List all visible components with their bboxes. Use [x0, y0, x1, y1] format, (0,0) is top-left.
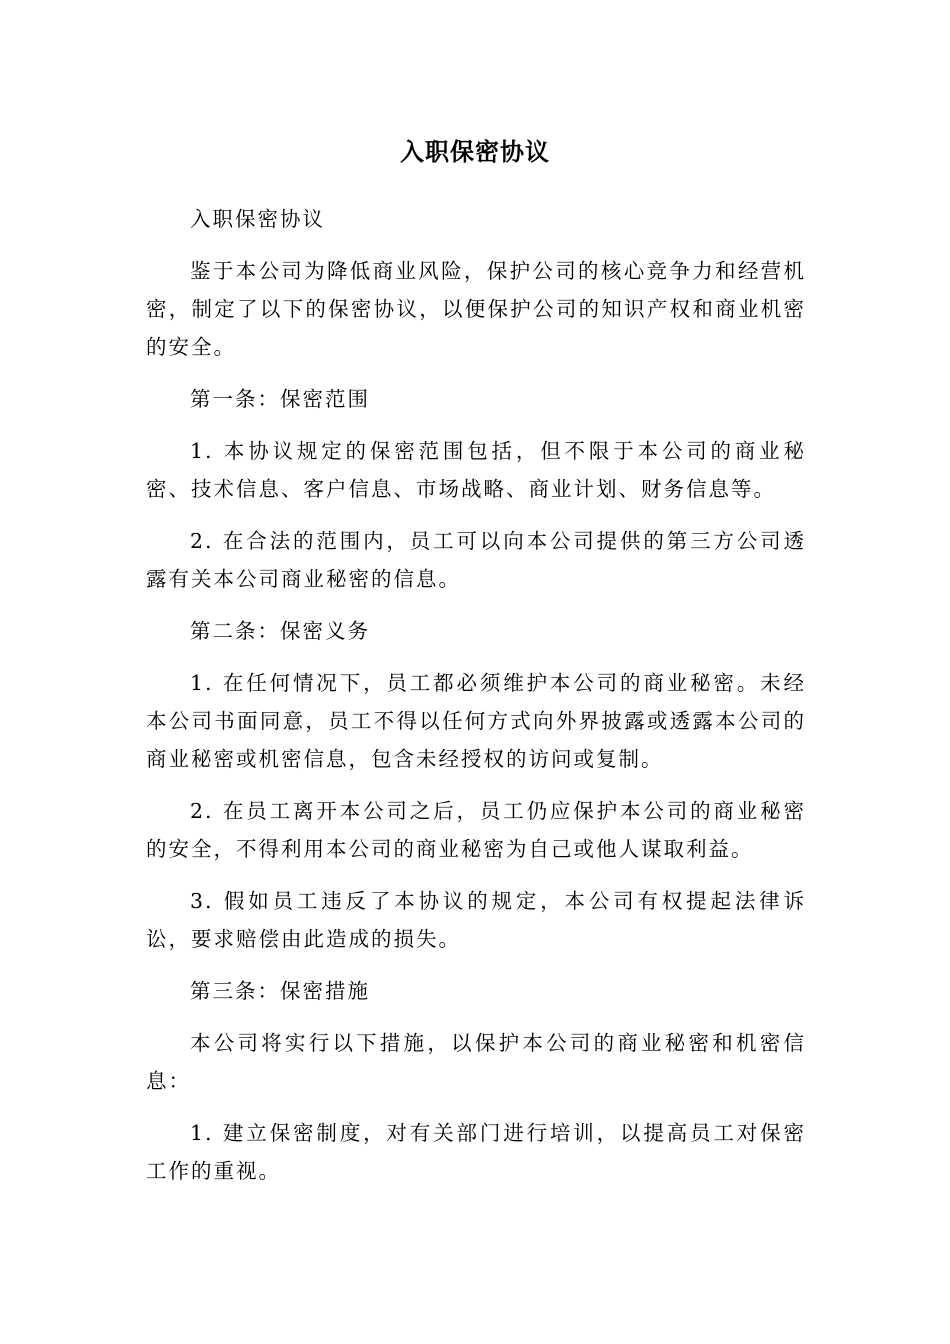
article-2-heading: 第二条：保密义务 — [190, 619, 370, 643]
document-body — [146, 200, 806, 1204]
article-2-item-3: 3. 假如员工违反了本协议的规定，本公司有权提起法律诉讼，要求赔偿由此造成的损失。 — [146, 889, 806, 951]
article-2-item-2: 2. 在员工离开本公司之后，员工仍应保护本公司的商业秘密的安全，不得利用本公司的商业秘密为自己或他人谋取利益。 — [146, 799, 806, 861]
article-3-heading: 第三条：保密措施 — [190, 979, 370, 1003]
paragraph-heading: 入职保密协议 — [190, 207, 325, 231]
article-3-intro: 本公司将实行以下措施，以保护本公司的商业秘密和机密信息： — [146, 1031, 806, 1093]
article-1-item-2: 2. 在合法的范围内，员工可以向本公司提供的第三方公司透露有关本公司商业秘密的信息。 — [146, 529, 806, 591]
article-1-heading: 第一条：保密范围 — [190, 387, 370, 411]
article-3-item-1: 1. 建立保密制度，对有关部门进行培训，以提高员工对保密工作的重视。 — [146, 1121, 806, 1183]
document-title: 入职保密协议 — [400, 138, 550, 166]
article-1-item-1: 1. 本协议规定的保密范围包括，但不限于本公司的商业秘密、技术信息、客户信息、市场战略、商业计划、财务信息等。 — [146, 439, 806, 501]
paragraph-preamble: 鉴于本公司为降低商业风险，保护公司的核心竞争力和经营机密，制定了以下的保密协议，以便保护公司的知识产权和商业机密的安全。 — [146, 259, 806, 359]
article-2-item-1: 1. 在任何情况下，员工都必须维护本公司的商业秘密。未经本公司书面同意，员工不得以任何方式向外界披露或透露本公司的商业秘密或机密信息，包含未经授权的访问或复制。 — [146, 671, 806, 771]
